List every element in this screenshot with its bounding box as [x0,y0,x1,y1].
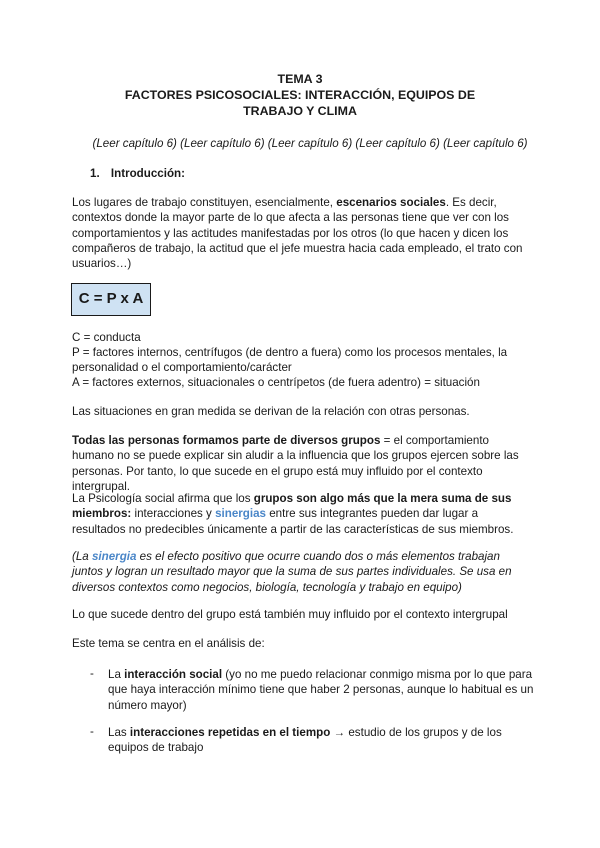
social-psychology-paragraph [72,491,534,537]
social-psych-text-c: interacciones y [131,507,216,521]
synergy-note [72,549,534,595]
intro-emphasis: escenarios sociales [336,196,446,209]
section-title: Introducción: [110,167,185,180]
intro-paragraph [72,195,534,271]
document-title-line-3: TRABAJO Y CLIMA [243,104,357,118]
bullet-1-post: (yo no me puedo relacionar conmigo misma por lo que para que haya interacción mínimo tiene que haber 2 personas, aunque lo habitual es un número mayor) [108,668,534,712]
situations-paragraph: Las situaciones en gran medida se derivan de la relación con otras personas. [72,405,470,418]
bullet-1-emphasis: interacción social [124,668,223,681]
intro-text-a: Los lugares de trabajo constituyen, esencialmente, [72,196,337,209]
reading-note: (Leer capítulo 6) (Leer capítulo 6) (Leer capítulo 6) (Leer capítulo 6) (Leer capítulo 6) [92,137,528,150]
social-psych-emphasis: grupos son algo más que la mera suma de sus miembros: [72,492,512,521]
definition-c: C = conducta [72,331,141,344]
synergy-note-c: es el efecto positivo que ocurre cuando dos o más elementos trabajan juntos y logran un resultado mayor que la suma de sus partes individuales. Se usa en diversos contextos como negocios, biología, tecnología y trabajo en equipo) [72,550,512,594]
groups-text: = el comportamiento humano no se puede explicar sin aludir a la influencia que los grupos ejercen sobre las personas. Por tanto, lo que sucede en el grupo está muy influido por el contexto intergrupal. [72,434,519,493]
focus-paragraph: Este tema se centra en el análisis de: [72,637,265,650]
bullet-dash-2: - [90,725,94,738]
section-heading [90,166,552,181]
section-number: 1. [90,167,100,180]
bullet-2-post: → estudio de los grupos y de los equipos de trabajo [108,726,502,755]
bullet-item-1 [108,667,534,713]
document-title-line-2: FACTORES PSICOSOCIALES: INTERACCIÓN, EQUIPOS DE [124,88,476,102]
document-title-line-1: TEMA 3 [277,72,323,86]
synergies-highlight: sinergias [215,507,266,521]
bullet-1-pre: La [108,668,125,681]
formula-box: C = P x A [71,283,151,316]
bullet-item-2 [108,725,534,756]
groups-emphasis: Todas las personas formamos parte de diversos grupos [72,434,381,447]
bullet-2-pre: Las [108,726,130,739]
bullet-dash-1: - [90,667,94,680]
social-psych-text-a: La Psicología social afirma que los [72,492,254,505]
bullet-2-emphasis: interacciones repetidas en el tiempo [129,726,331,739]
definition-a: A = factores externos, situacionales o centrípetos (de fuera adentro) = situación [72,376,480,389]
definition-p: P = factores internos, centrífugos (de dentro a fuera) como los procesos mentales, la personalidad o el comportamiento/carácter [72,346,508,375]
intro-text-c: . Es decir, contextos donde la mayor parte de lo que afecta a las personas tiene que ver con los comportamientos y las actitudes manifestadas por los otros (lo que hacen y dicen los compañeros de trabajo, la actitud que el jefe muestra hacia cada empleado, el trato con usuarios…) [72,196,523,271]
synergy-highlight: sinergia [91,550,137,563]
social-psych-text-e: entre sus integrantes pueden dar lugar a resultados no predecibles únicamente a partir de las características de sus miembros. [72,507,514,536]
groups-paragraph [72,433,534,494]
inside-group-paragraph: Lo que sucede dentro del grupo está también muy influido por el contexto intergrupal [72,608,508,621]
synergy-note-a: (La [72,550,92,563]
